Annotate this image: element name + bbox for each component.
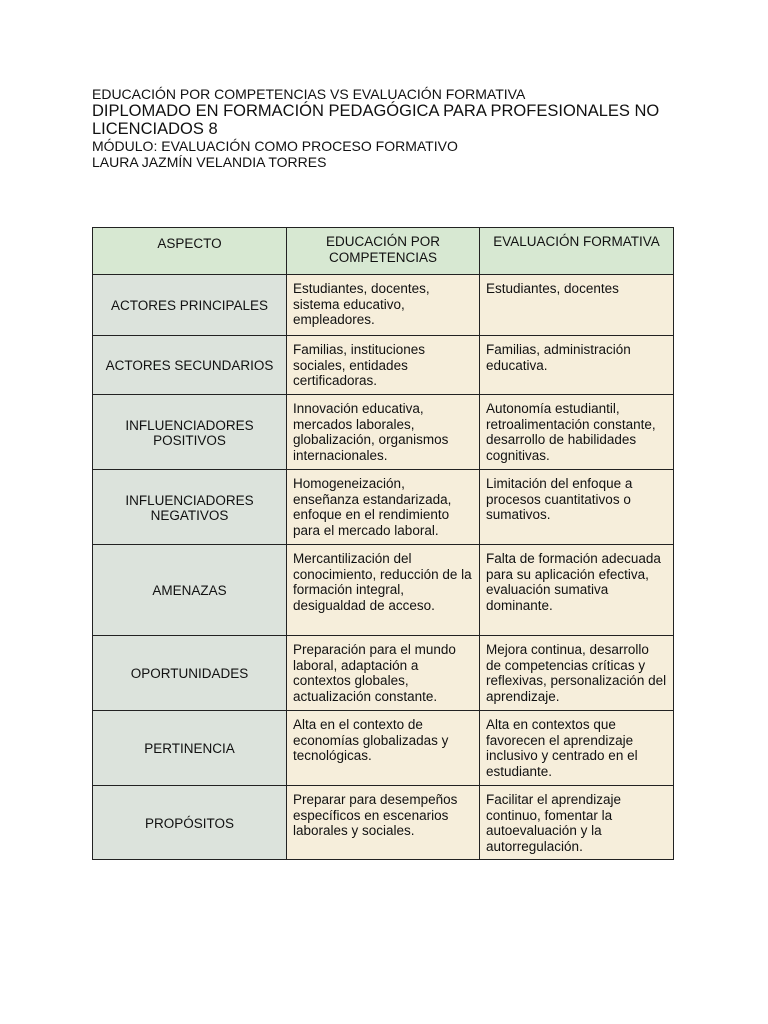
- row-competencias-cell: Preparación para el mundo laboral, adaptación a contextos globales, actualización constante.: [287, 636, 480, 711]
- row-aspect-label: ACTORES PRINCIPALES: [93, 275, 287, 336]
- author-name: LAURA JAZMÍN VELANDIA TORRES: [92, 154, 327, 170]
- table-row: [93, 470, 674, 545]
- diploma-title: DIPLOMADO EN FORMACIÓN PEDAGÓGICA PARA PROFESIONALES NO LICENCIADOS 8: [92, 102, 660, 138]
- document-title: EDUCACIÓN POR COMPETENCIAS VS EVALUACIÓN FORMATIVA: [92, 86, 526, 102]
- module-title: MÓDULO: EVALUACIÓN COMO PROCESO FORMATIVO: [92, 138, 458, 154]
- row-formativa-cell: Alta en contextos que favorecen el aprendizaje inclusivo y centrado en el estudiante.: [480, 711, 674, 786]
- row-competencias-cell: Mercantilización del conocimiento, reducción de la formación integral, desigualdad de acceso.: [287, 545, 480, 636]
- row-formativa-cell: Falta de formación adecuada para su aplicación efectiva, evaluación sumativa dominante.: [480, 545, 674, 636]
- row-formativa-cell: Mejora continua, desarrollo de competencias críticas y reflexivas, personalización del aprendizaje.: [480, 636, 674, 711]
- row-formativa-cell: Facilitar el aprendizaje continuo, fomentar la autoevaluación y la autorregulación.: [480, 786, 674, 860]
- row-aspect-label: INFLUENCIADORES POSITIVOS: [93, 395, 287, 470]
- document-header: [92, 86, 692, 170]
- table-row: [93, 711, 674, 786]
- table-row: [93, 786, 674, 860]
- row-formativa-cell: Limitación del enfoque a procesos cuantitativos o sumativos.: [480, 470, 674, 545]
- header-evaluacion-formativa: EVALUACIÓN FORMATIVA: [480, 228, 674, 275]
- row-aspect-label: PERTINENCIA: [93, 711, 287, 786]
- table-row: [93, 545, 674, 636]
- comparison-table: [92, 227, 674, 860]
- header-aspecto: ASPECTO: [93, 228, 287, 275]
- table-row: [93, 636, 674, 711]
- row-aspect-label: INFLUENCIADORES NEGATIVOS: [93, 470, 287, 545]
- row-competencias-cell: Familias, instituciones sociales, entidades certificadoras.: [287, 336, 480, 395]
- table-row: [93, 275, 674, 336]
- table-header-row: [93, 228, 674, 275]
- table-row: [93, 395, 674, 470]
- row-aspect-label: PROPÓSITOS: [93, 786, 287, 860]
- row-formativa-cell: Autonomía estudiantil, retroalimentación constante, desarrollo de habilidades cognitivas.: [480, 395, 674, 470]
- row-aspect-label: OPORTUNIDADES: [93, 636, 287, 711]
- row-formativa-cell: Estudiantes, docentes: [480, 275, 674, 336]
- row-competencias-cell: Homogeneización, enseñanza estandarizada, enfoque en el rendimiento para el mercado laboral.: [287, 470, 480, 545]
- row-aspect-label: AMENAZAS: [93, 545, 287, 636]
- table-row: [93, 336, 674, 395]
- row-competencias-cell: Alta en el contexto de economías globalizadas y tecnológicas.: [287, 711, 480, 786]
- row-aspect-label: ACTORES SECUNDARIOS: [93, 336, 287, 395]
- header-educacion-competencias: EDUCACIÓN POR COMPETENCIAS: [287, 228, 480, 275]
- row-competencias-cell: Innovación educativa, mercados laborales, globalización, organismos internacionales.: [287, 395, 480, 470]
- row-competencias-cell: Estudiantes, docentes, sistema educativo, empleadores.: [287, 275, 480, 336]
- row-competencias-cell: Preparar para desempeños específicos en escenarios laborales y sociales.: [287, 786, 480, 860]
- row-formativa-cell: Familias, administración educativa.: [480, 336, 674, 395]
